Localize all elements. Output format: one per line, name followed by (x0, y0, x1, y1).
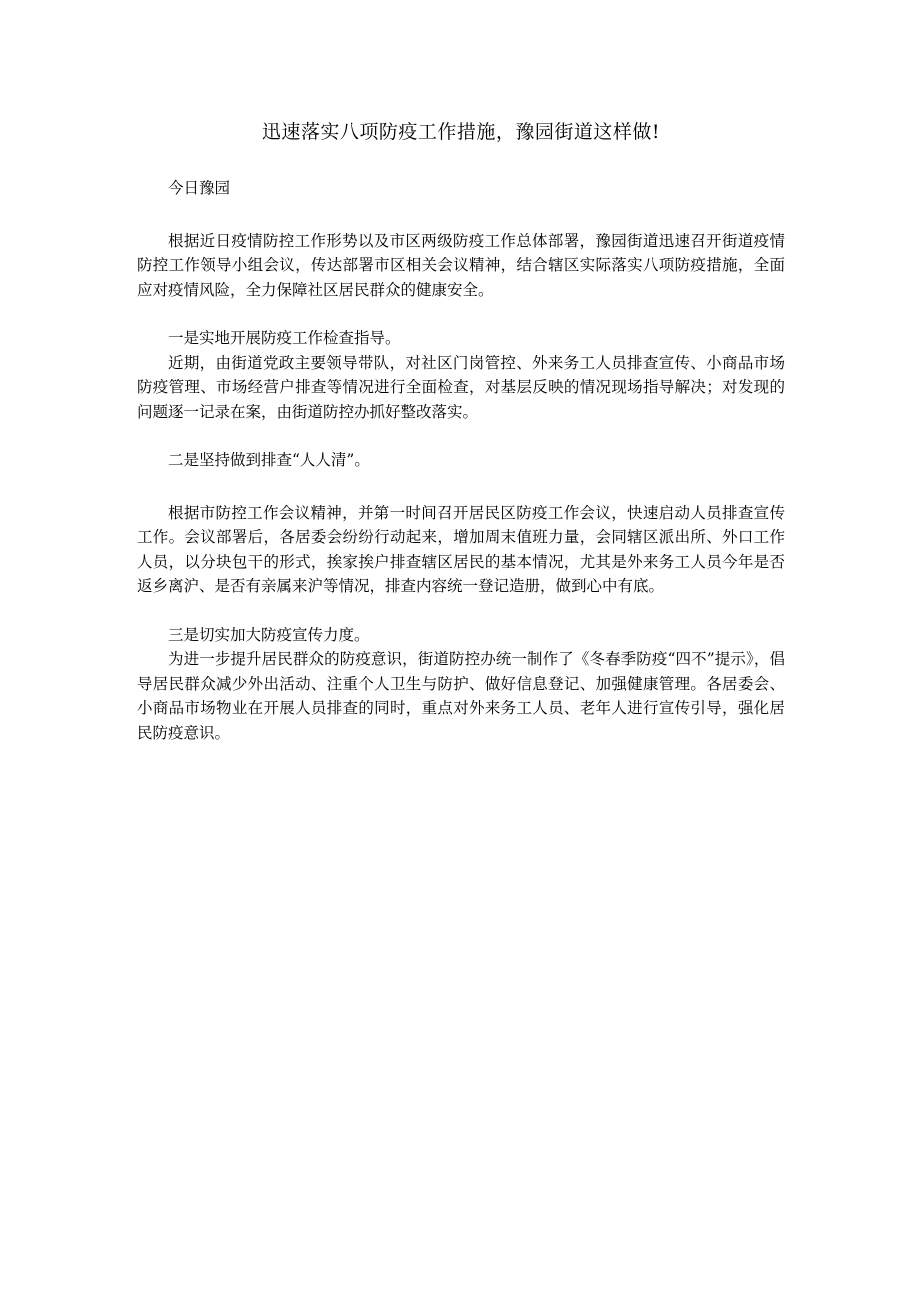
source-label: 今日豫园 (168, 179, 231, 197)
section-3-body: 为进一步提升居民群众的防疫意识，街道防控办统一制作了《冬春季防疫“四不”提示》，倡导居民群众减少外出活动、注重个人卫生与防护、做好信息登记、加强健康管理。各居委会、小商品市场物业在开展人员排查的同时，重点对外来务工人员、老年人进行宣传引导，强化居民防疫意识。 (137, 650, 785, 742)
section-2-heading: 二是坚持做到排查“人人清”。 (168, 451, 370, 469)
document-content (137, 118, 785, 745)
section-1-heading: 一是实地开展防疫工作检查指导。 (168, 329, 401, 347)
section-3-heading: 三是切实加大防疫宣传力度。 (168, 625, 370, 644)
intro-paragraph: 根据近日疫情防控工作形势以及市区两级防疫工作总体部署，豫园街道迅速召开街道疫情防控工作领导小组会议，传达部署市区相关会议精神，结合辖区实际落实八项防疫措施，全面应对疫情风险，全力保障社区居民群众的健康安全。 (137, 231, 785, 299)
section-1-body: 近期，由街道党政主要领导带队，对社区门岗管控、外来务工人员排查宣传、小商品市场防疫管理、市场经营户排查等情况进行全面检查，对基层反映的情况现场指导解决；对发现的问题逐一记录在案，由街道防控办抓好整改落实。 (137, 353, 785, 421)
section-2-body: 根据市防控工作会议精神，并第一时间召开居民区防疫工作会议，快速启动人员排查宣传工作。会议部署后，各居委会纷纷行动起来，增加周末值班力量，会同辖区派出所、外口工作人员，以分块包干的形式，挨家挨户排查辖区居民的基本情况，尤其是外来务工人员今年是否返乡离沪、是否有亲属来沪等情况，排查内容统一登记造册，做到心中有底。 (137, 503, 785, 595)
document-title: 迅速落实八项防疫工作措施，豫园街道这样做! (261, 121, 661, 143)
